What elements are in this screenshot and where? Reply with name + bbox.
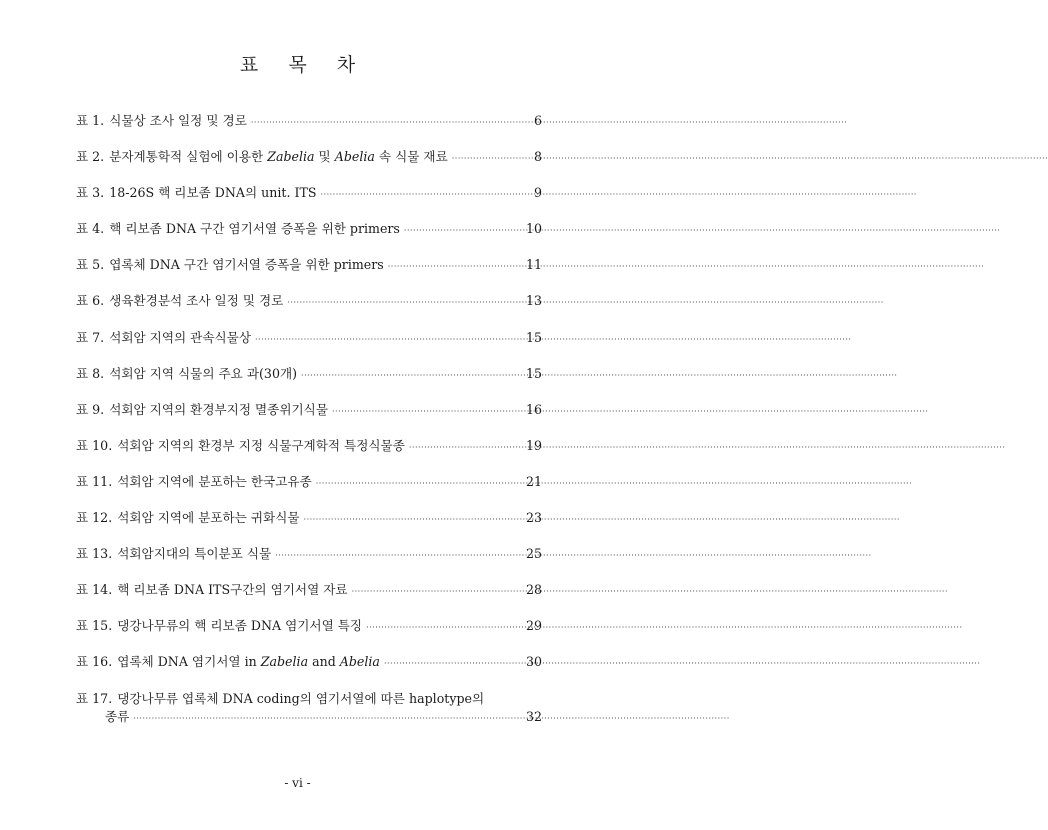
- toc-entry[interactable]: [76, 653, 542, 689]
- page-reference: 11: [525, 257, 542, 273]
- page-reference: 32: [525, 708, 542, 724]
- table-number: 표 9.: [76, 401, 105, 417]
- leader-dots: [352, 583, 524, 601]
- table-number: 표 8.: [76, 365, 105, 381]
- leader-dots: [409, 439, 524, 457]
- table-number: 표 15.: [76, 618, 113, 634]
- page-reference: 23: [525, 510, 542, 526]
- table-number: 표 2.: [76, 149, 105, 165]
- toc-entry[interactable]: [76, 365, 542, 401]
- page-reference: 16: [525, 401, 542, 417]
- toc-entry[interactable]: [76, 545, 542, 581]
- leader-dots: [384, 655, 524, 673]
- leader-dots: [404, 222, 524, 240]
- table-caption: 석회암지대의 특이분포 식물: [117, 546, 272, 562]
- table-caption: 석회암 지역에 분포하는 한국고유종: [117, 473, 312, 489]
- table-caption: 석회암 지역 식물의 주요 과(30개): [109, 365, 298, 381]
- toc-entry[interactable]: [76, 292, 542, 328]
- table-caption: 댕강나무류의 핵 리보좀 DNA 염기서열 특징: [117, 618, 363, 634]
- page-reference: 21: [525, 473, 542, 489]
- table-number: 표 1.: [76, 113, 105, 128]
- page-reference: 29: [525, 618, 542, 634]
- table-number: 표 10.: [76, 437, 113, 453]
- table-caption: 석회암 지역에 분포하는 귀화식물: [117, 510, 300, 526]
- leader-dots: [332, 403, 524, 421]
- leader-dots: [366, 619, 524, 637]
- toc-entry[interactable]: [76, 184, 542, 220]
- toc-entry[interactable]: [76, 112, 542, 148]
- toc-entry[interactable]: [76, 509, 542, 545]
- toc-entry[interactable]: [76, 329, 542, 365]
- page-reference: 13: [525, 293, 542, 309]
- leader-dots: [275, 547, 524, 565]
- table-number: 표 12.: [76, 510, 113, 526]
- page-reference: 8: [533, 149, 542, 165]
- toc-entry[interactable]: [76, 690, 542, 750]
- table-caption: 식물상 조사 일정 및 경로: [109, 113, 247, 128]
- toc-entry[interactable]: [76, 401, 542, 437]
- page-reference: 6: [533, 113, 542, 128]
- table-number: 표 17.: [76, 690, 113, 706]
- page-reference: 9: [533, 185, 542, 201]
- leader-dots: [321, 186, 532, 204]
- table-caption: 분자계통학적 실험에 이용한 Zabelia 및 Abelia 속 식물 재료: [109, 149, 448, 165]
- page-reference: 10: [525, 221, 542, 237]
- toc-entry[interactable]: [76, 617, 542, 653]
- table-number: 표 4.: [76, 221, 105, 237]
- table-number: 표 16.: [76, 654, 113, 670]
- table-caption: 18-26S 핵 리보좀 DNA의 unit. ITS: [109, 185, 317, 201]
- leader-dots: [452, 150, 532, 168]
- toc-entry[interactable]: [76, 437, 542, 473]
- table-number: 표 11.: [76, 473, 113, 489]
- leader-dots: [287, 294, 524, 312]
- toc-entry[interactable]: [76, 220, 542, 256]
- page-reference: 30: [525, 654, 542, 670]
- toc-entry[interactable]: [76, 148, 542, 184]
- table-number: 표 13.: [76, 546, 113, 562]
- leader-dots: [388, 258, 524, 276]
- page-reference: 19: [525, 437, 542, 453]
- table-caption-line2: 종류: [105, 708, 130, 724]
- leader-dots: [301, 367, 524, 385]
- table-number: 표 3.: [76, 185, 105, 201]
- toc-entry[interactable]: [76, 473, 542, 509]
- table-caption: 석회암 지역의 환경부 지정 식물구계학적 특정식물종: [117, 437, 405, 453]
- page-reference: 15: [525, 329, 542, 345]
- table-number: 표 14.: [76, 582, 113, 598]
- leader-dots: [133, 710, 524, 728]
- table-caption: 엽록체 DNA 구간 염기서열 증폭을 위한 primers: [109, 257, 384, 273]
- toc-entry[interactable]: [76, 256, 542, 292]
- table-number: 표 7.: [76, 329, 105, 345]
- leader-dots: [304, 511, 524, 529]
- table-caption: 핵 리보좀 DNA ITS구간의 염기서열 자료: [117, 582, 348, 598]
- table-number: 표 5.: [76, 257, 105, 273]
- table-caption: 핵 리보좀 DNA 구간 염기서열 증폭을 위한 primers: [109, 221, 400, 237]
- page-title: 표 목 차: [239, 54, 368, 76]
- page-reference: 15: [525, 365, 542, 381]
- leader-dots: [251, 114, 532, 132]
- table-caption: 엽록체 DNA 염기서열 in Zabelia and Abelia: [117, 654, 380, 670]
- page-number-footer: - vi -: [284, 776, 311, 790]
- page-reference: 28: [525, 582, 542, 598]
- page-reference: 25: [525, 546, 542, 562]
- table-caption: 석회암 지역의 환경부지정 멸종위기식물: [109, 401, 329, 417]
- leader-dots: [255, 331, 524, 349]
- table-caption: 석회암 지역의 관속식물상: [109, 329, 252, 345]
- toc-entry[interactable]: [76, 581, 542, 617]
- table-caption: 생육환경분석 조사 일정 및 경로: [109, 293, 284, 309]
- leader-dots: [316, 475, 524, 493]
- table-of-tables: [76, 112, 542, 750]
- table-caption-line1: 댕강나무류 엽록체 DNA coding의 염기서열에 따른 haplotype의: [117, 690, 485, 706]
- table-number: 표 6.: [76, 293, 105, 309]
